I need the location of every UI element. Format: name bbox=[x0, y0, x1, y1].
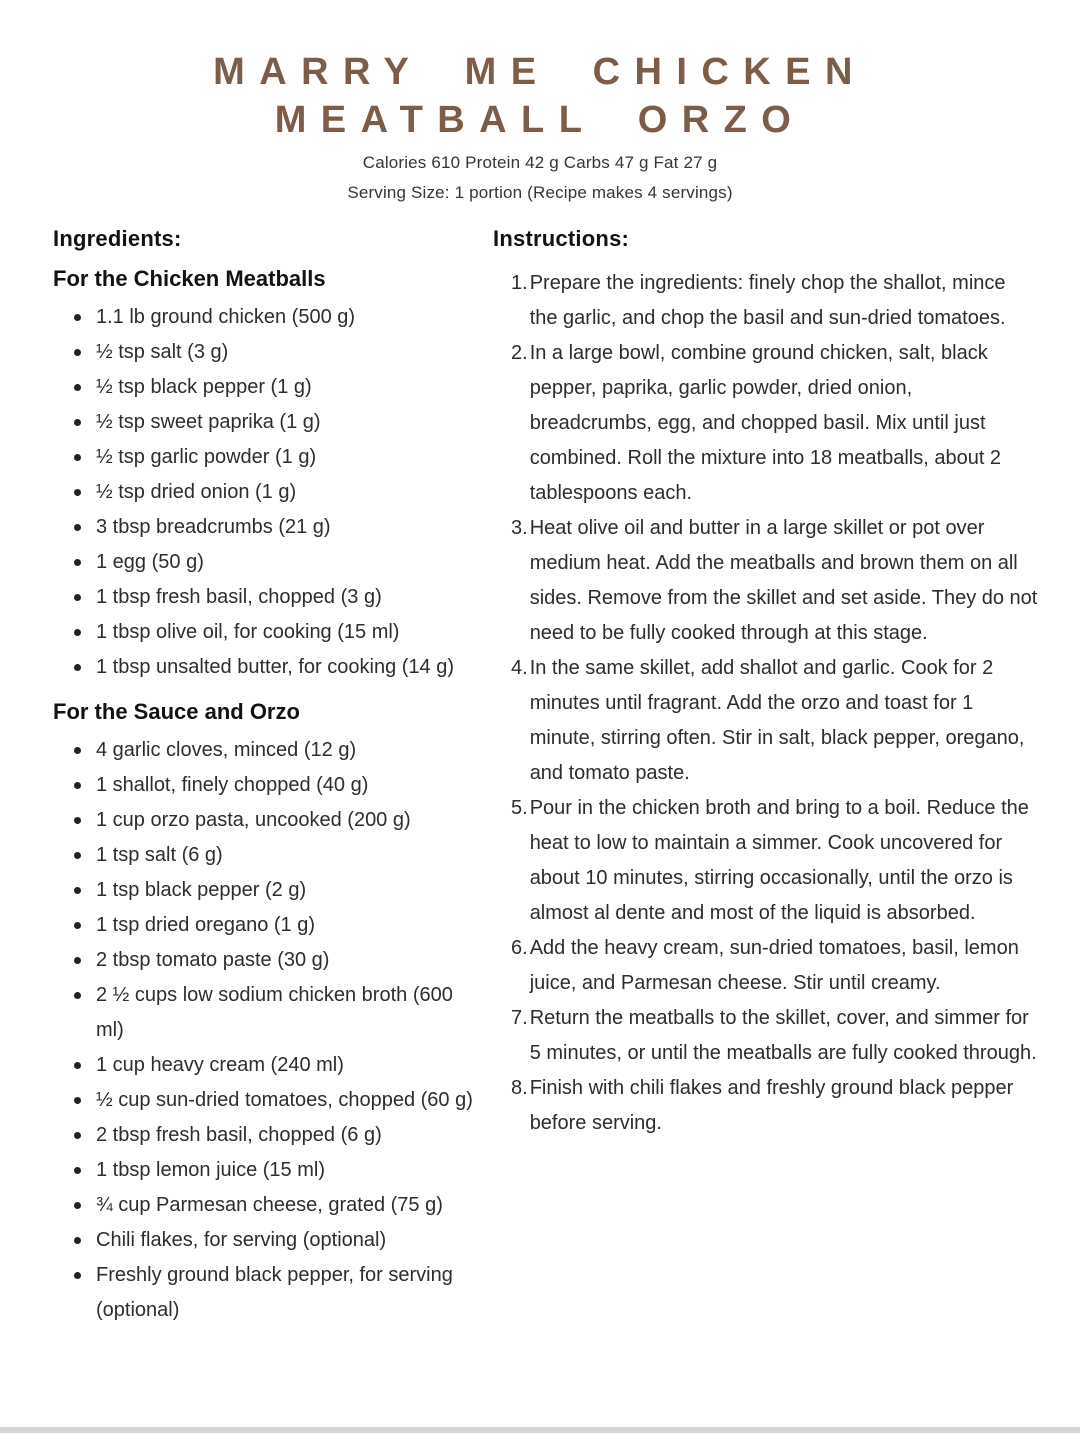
bullet-icon bbox=[74, 454, 81, 461]
content-columns bbox=[0, 226, 1080, 1328]
step-text: Finish with chili flakes and freshly ground black pepper before serving. bbox=[529, 1077, 1014, 1134]
ingredient-text: 3 tbsp breadcrumbs (21 g) bbox=[96, 516, 331, 538]
bullet-icon bbox=[74, 1097, 81, 1104]
bullet-icon bbox=[74, 1062, 81, 1069]
ingredient-text: 1.1 lb ground chicken (500 g) bbox=[96, 306, 356, 328]
recipe-title-line1: MARRY ME CHICKEN bbox=[213, 51, 867, 93]
bullet-icon bbox=[74, 817, 81, 824]
instruction-step bbox=[511, 931, 1038, 1001]
ingredient-text: Chili flakes, for serving (optional) bbox=[96, 1229, 387, 1251]
bullet-icon bbox=[74, 782, 81, 789]
ingredient-item bbox=[53, 1258, 473, 1328]
bullet-icon bbox=[74, 559, 81, 566]
ingredient-item bbox=[53, 510, 473, 545]
step-number: 4. bbox=[511, 657, 528, 679]
ingredients-section-title-sauce: For the Sauce and Orzo bbox=[53, 699, 300, 724]
step-text: Add the heavy cream, sun-dried tomatoes, basil, lemon juice, and Parmesan cheese. Stir until creamy. bbox=[529, 937, 1019, 994]
ingredient-text: ½ tsp garlic powder (1 g) bbox=[96, 446, 317, 468]
step-number: 5. bbox=[511, 797, 528, 819]
ingredient-item bbox=[53, 545, 473, 580]
bullet-icon bbox=[74, 384, 81, 391]
ingredient-text: 1 tbsp unsalted butter, for cooking (14 g) bbox=[96, 656, 454, 678]
bullet-icon bbox=[74, 922, 81, 929]
ingredient-text: 2 tbsp tomato paste (30 g) bbox=[96, 949, 330, 971]
ingredient-item bbox=[53, 580, 473, 615]
recipe-title bbox=[20, 48, 1060, 144]
step-text: In a large bowl, combine ground chicken, salt, black pepper, paprika, garlic powder, dried onion, breadcrumbs, egg, and chopped basil. Mix until just combined. Roll the mixture into 18 meatballs, about 2 tablespoons each. bbox=[529, 342, 1002, 504]
ingredients-list-sauce bbox=[53, 733, 493, 1328]
ingredient-item bbox=[53, 943, 473, 978]
ingredient-item bbox=[53, 440, 473, 475]
ingredient-item bbox=[53, 1223, 473, 1258]
step-number: 1. bbox=[511, 272, 528, 294]
ingredient-item bbox=[53, 335, 473, 370]
step-number: 2. bbox=[511, 342, 528, 364]
ingredient-text: 2 ½ cups low sodium chicken broth (600 ml) bbox=[96, 984, 453, 1041]
bullet-icon bbox=[74, 887, 81, 894]
instruction-step bbox=[511, 651, 1038, 791]
step-number: 3. bbox=[511, 517, 528, 539]
bullet-icon bbox=[74, 1237, 81, 1244]
step-text: Heat olive oil and butter in a large skillet or pot over medium heat. Add the meatballs and brown them on all sides. Remove from the skillet and set aside. They do not need to be fully cooked through at this stage. bbox=[529, 517, 1038, 644]
ingredient-item bbox=[53, 370, 473, 405]
instructions-heading: Instructions: bbox=[493, 226, 630, 251]
bullet-icon bbox=[74, 1132, 81, 1139]
bullet-icon bbox=[74, 992, 81, 999]
ingredient-text: ½ tsp sweet paprika (1 g) bbox=[96, 411, 321, 433]
ingredient-text: 1 tbsp olive oil, for cooking (15 ml) bbox=[96, 621, 400, 643]
ingredient-item bbox=[53, 978, 473, 1048]
step-text: Prepare the ingredients: finely chop the shallot, mince the garlic, and chop the basil and sun-dried tomatoes. bbox=[529, 272, 1006, 329]
serving-size-line: Serving Size: 1 portion (Recipe makes 4 servings) bbox=[347, 183, 733, 202]
page-bottom-divider bbox=[0, 1427, 1080, 1433]
ingredient-text: ½ tsp salt (3 g) bbox=[96, 341, 229, 363]
ingredient-text: 1 tsp black pepper (2 g) bbox=[96, 879, 307, 901]
ingredient-text: ½ tsp dried onion (1 g) bbox=[96, 481, 297, 503]
ingredient-item bbox=[53, 1083, 473, 1118]
ingredient-item bbox=[53, 873, 473, 908]
bullet-icon bbox=[74, 314, 81, 321]
ingredient-item bbox=[53, 908, 473, 943]
ingredient-text: Freshly ground black pepper, for serving (optional) bbox=[96, 1264, 453, 1321]
ingredient-text: ½ cup sun-dried tomatoes, chopped (60 g) bbox=[96, 1089, 473, 1111]
ingredient-text: 1 shallot, finely chopped (40 g) bbox=[96, 774, 369, 796]
ingredient-text: ¾ cup Parmesan cheese, grated (75 g) bbox=[96, 1194, 443, 1216]
bullet-icon bbox=[74, 524, 81, 531]
step-number: 7. bbox=[511, 1007, 528, 1029]
ingredient-text: 1 tsp salt (6 g) bbox=[96, 844, 223, 866]
instruction-step bbox=[511, 511, 1038, 651]
ingredient-text: 2 tbsp fresh basil, chopped (6 g) bbox=[96, 1124, 382, 1146]
nutrition-line: Calories 610 Protein 42 g Carbs 47 g Fat 27 g bbox=[362, 153, 718, 172]
ingredients-heading: Ingredients: bbox=[53, 226, 182, 251]
ingredient-text: ½ tsp black pepper (1 g) bbox=[96, 376, 312, 398]
step-text: In the same skillet, add shallot and garlic. Cook for 2 minutes until fragrant. Add the orzo and toast for 1 minute, stirring often. Stir in salt, black pepper, oregano, and tomato paste. bbox=[529, 657, 1025, 784]
instruction-step bbox=[511, 791, 1038, 931]
ingredient-text: 1 egg (50 g) bbox=[96, 551, 204, 573]
instruction-step bbox=[511, 266, 1038, 336]
ingredients-section-title-meatballs: For the Chicken Meatballs bbox=[53, 266, 326, 291]
ingredient-item bbox=[53, 768, 473, 803]
ingredient-text: 1 tbsp fresh basil, chopped (3 g) bbox=[96, 586, 382, 608]
step-text: Return the meatballs to the skillet, cover, and simmer for 5 minutes, or until the meatballs are fully cooked through. bbox=[529, 1007, 1037, 1064]
ingredient-text: 4 garlic cloves, minced (12 g) bbox=[96, 739, 357, 761]
step-number: 8. bbox=[511, 1077, 528, 1099]
ingredient-item bbox=[53, 650, 473, 685]
ingredient-item bbox=[53, 1188, 473, 1223]
recipe-title-line2: MEATBALL ORZO bbox=[274, 99, 806, 141]
ingredient-item bbox=[53, 838, 473, 873]
bullet-icon bbox=[74, 629, 81, 636]
ingredient-item bbox=[53, 300, 473, 335]
bullet-icon bbox=[74, 594, 81, 601]
ingredient-item bbox=[53, 1153, 473, 1188]
ingredient-text: 1 tbsp lemon juice (15 ml) bbox=[96, 1159, 325, 1181]
ingredient-item bbox=[53, 405, 473, 440]
bullet-icon bbox=[74, 419, 81, 426]
ingredient-item bbox=[53, 615, 473, 650]
ingredient-text: 1 cup orzo pasta, uncooked (200 g) bbox=[96, 809, 411, 831]
instructions-list bbox=[493, 266, 1038, 1141]
bullet-icon bbox=[74, 852, 81, 859]
instructions-column bbox=[493, 226, 1038, 1141]
ingredient-text: 1 tsp dried oregano (1 g) bbox=[96, 914, 316, 936]
ingredients-list-meatballs bbox=[53, 300, 493, 685]
bullet-icon bbox=[74, 1202, 81, 1209]
bullet-icon bbox=[74, 957, 81, 964]
bullet-icon bbox=[74, 349, 81, 356]
ingredient-item bbox=[53, 733, 473, 768]
ingredient-text: 1 cup heavy cream (240 ml) bbox=[96, 1054, 344, 1076]
bullet-icon bbox=[74, 1272, 81, 1279]
bullet-icon bbox=[74, 747, 81, 754]
ingredients-column bbox=[53, 226, 493, 1328]
instruction-step bbox=[511, 1001, 1038, 1071]
step-number: 6. bbox=[511, 937, 528, 959]
instruction-step bbox=[511, 1071, 1038, 1141]
bullet-icon bbox=[74, 489, 81, 496]
ingredient-item bbox=[53, 475, 473, 510]
bullet-icon bbox=[74, 1167, 81, 1174]
bullet-icon bbox=[74, 664, 81, 671]
instruction-step bbox=[511, 336, 1038, 511]
step-text: Pour in the chicken broth and bring to a boil. Reduce the heat to low to maintain a simmer. Cook uncovered for about 10 minutes, stirring occasionally, until the orzo is almost al dente and most of the liquid is absorbed. bbox=[529, 797, 1029, 924]
ingredient-item bbox=[53, 1048, 473, 1083]
ingredient-item bbox=[53, 803, 473, 838]
ingredient-item bbox=[53, 1118, 473, 1153]
